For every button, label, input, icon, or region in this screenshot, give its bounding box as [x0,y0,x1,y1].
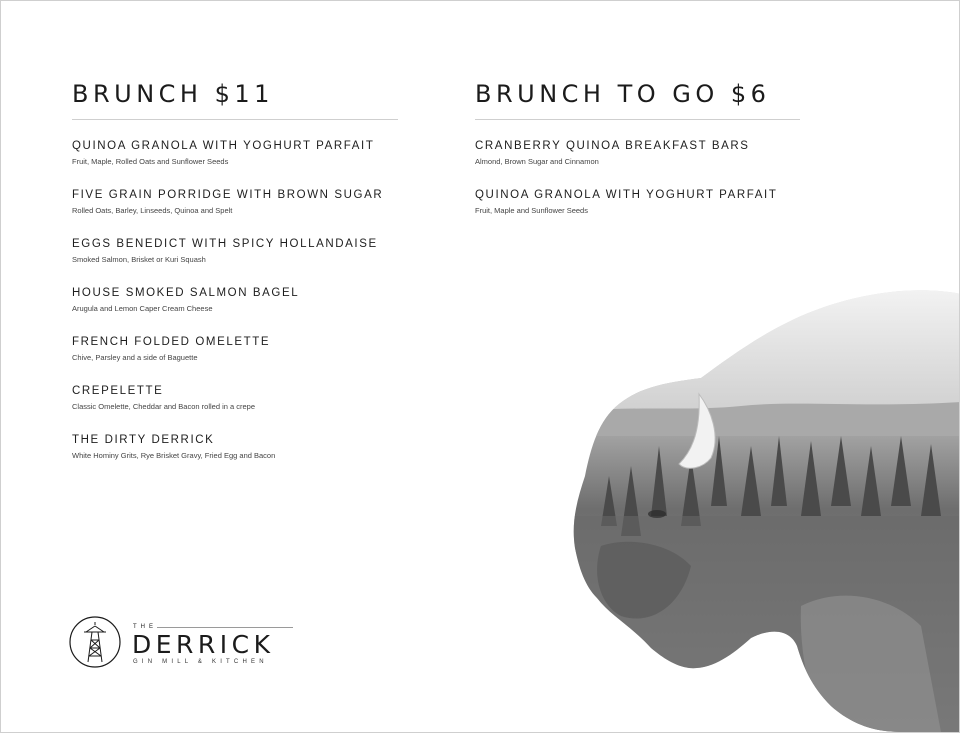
menu-item-description: Chive, Parsley and a side of Baguette [72,353,198,362]
menu-item [72,139,398,167]
menu-item-name: FIVE GRAIN PORRIDGE WITH BROWN SUGAR [72,189,384,201]
brunch-title: BRUNCH $11 [72,80,274,108]
menu-item [72,384,398,412]
menu-item-name: THE DIRTY DERRICK [72,434,215,446]
section-divider [475,119,800,120]
menu-item-name: EGGS BENEDICT WITH SPICY HOLLANDAISE [72,238,378,250]
menu-item-description: Smoked Salmon, Brisket or Kuri Squash [72,255,206,264]
menu-item [72,286,398,314]
menu-item-description: Fruit, Maple, Rolled Oats and Sunflower Seeds [72,157,229,166]
section-divider [72,119,398,120]
menu-item [72,237,398,265]
menu-item [475,139,800,167]
menu-item-name: CRANBERRY QUINOA BREAKFAST BARS [475,140,750,152]
logo-subtitle: GIN MILL & KITCHEN [133,659,268,665]
menu-item [72,433,398,461]
menu-item-description: Classic Omelette, Cheddar and Bacon rolled in a crepe [72,402,256,411]
menu-item-description: Almond, Brown Sugar and Cinnamon [475,157,599,166]
derrick-tower-icon [69,616,121,668]
menu-item-name: CREPELETTE [72,385,164,397]
menu-item-name: HOUSE SMOKED SALMON BAGEL [72,287,300,299]
menu-item [72,188,398,216]
logo-the: THE [133,624,157,630]
menu-item-description: White Hominy Grits, Rye Brisket Gravy, Fried Egg and Bacon [72,451,276,460]
logo-name: DERRICK [132,630,275,659]
menu-item-name: QUINOA GRANOLA WITH YOGHURT PARFAIT [475,189,778,201]
brunch-to-go-title: BRUNCH TO GO $6 [475,80,771,108]
bison-forest-illustration [561,286,960,732]
brunch-section [72,79,398,482]
menu-item-description: Arugula and Lemon Caper Cream Cheese [72,304,213,313]
restaurant-logo [69,616,309,672]
menu-item-description: Fruit, Maple and Sunflower Seeds [475,206,588,215]
logo-divider [157,627,293,628]
menu-item-description: Rolled Oats, Barley, Linseeds, Quinoa and Spelt [72,206,233,215]
menu-item-name: FRENCH FOLDED OMELETTE [72,336,271,348]
menu-item [72,335,398,363]
menu-item-name: QUINOA GRANOLA WITH YOGHURT PARFAIT [72,140,375,152]
brunch-to-go-section [475,79,800,237]
menu-item [475,188,800,216]
